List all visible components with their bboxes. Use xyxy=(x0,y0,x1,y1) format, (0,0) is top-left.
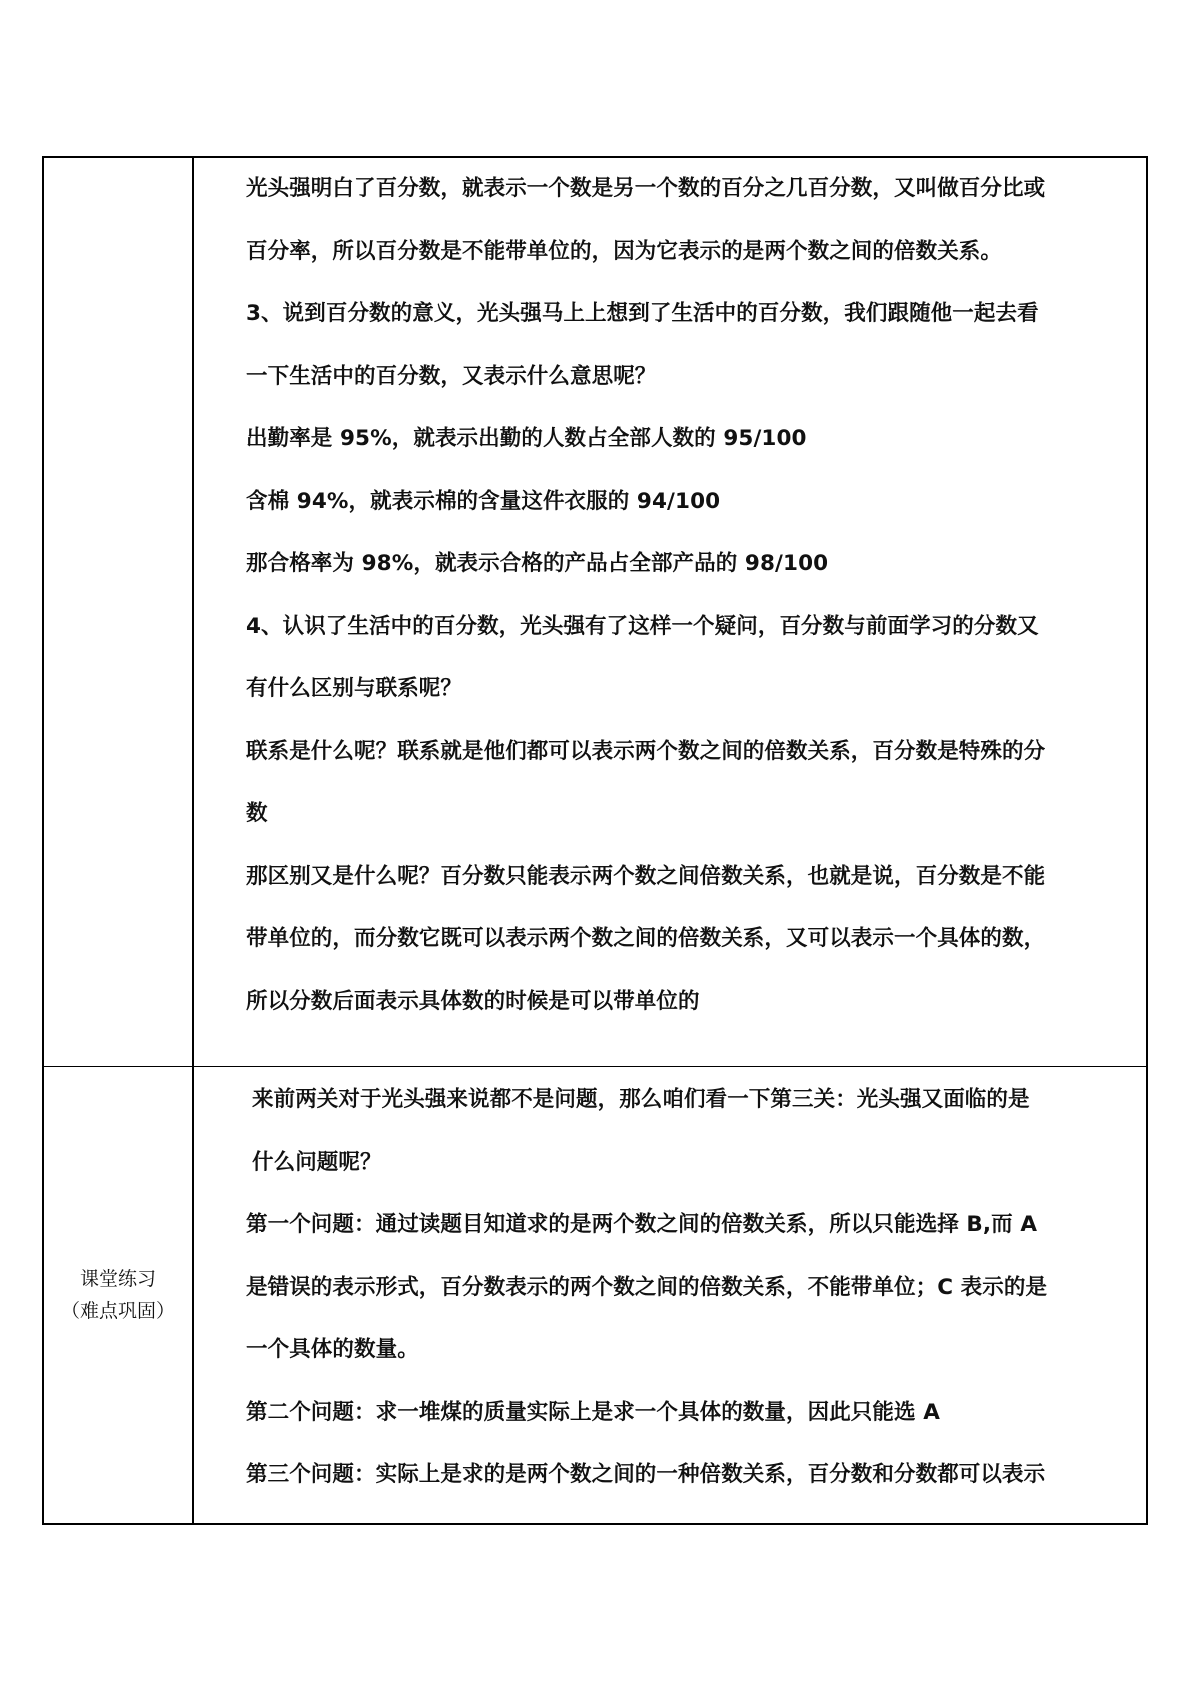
lesson-plan-table xyxy=(42,156,1148,1525)
content-line: 4、认识了生活中的百分数，光头强有了这样一个疑问，百分数与前面学习的分数又 xyxy=(246,613,1039,639)
content-line: 数 xyxy=(246,801,268,826)
content-line: 第三个问题：实际上是求的是两个数之间的一种倍数关系，百分数和分数都可以表示 xyxy=(246,1462,1046,1487)
content-line: 带单位的，而分数它既可以表示两个数之间的倍数关系，又可以表示一个具体的数， xyxy=(246,926,1046,951)
table-row xyxy=(44,1066,1146,1523)
table-row xyxy=(44,158,1146,1066)
content-line: 联系是什么呢？联系就是他们都可以表示两个数之间的倍数关系，百分数是特殊的分 xyxy=(246,738,1046,764)
content-line: 有什么区别与联系呢？ xyxy=(246,676,463,701)
content-line: 一个具体的数量。 xyxy=(246,1337,419,1362)
row-label-cell xyxy=(44,1067,194,1523)
content-line: 是错误的表示形式，百分数表示的两个数之间的倍数关系，不能带单位；C 表示的是 xyxy=(246,1274,1048,1300)
content-line: 什么问题呢？ xyxy=(252,1149,382,1175)
content-line: 那区别又是什么呢？百分数只能表示两个数之间倍数关系，也就是说，百分数是不能 xyxy=(246,863,1046,889)
content-line: 来前两关对于光头强来说都不是问题，那么咱们看一下第三关：光头强又面临的是 xyxy=(252,1087,1030,1112)
row-label-line: 课堂练习 xyxy=(79,1268,156,1290)
content-line: 光头强明白了百分数，就表示一个数是另一个数的百分之几百分数，又叫做百分比或 xyxy=(246,176,1046,201)
content-line: 第一个问题：通过读题目知道求的是两个数之间的倍数关系，所以只能选择 B,而 A xyxy=(246,1212,1038,1237)
content-line: 所以分数后面表示具体数的时候是可以带单位的 xyxy=(246,988,700,1014)
content-line: 那合格率为 98%，就表示合格的产品占全部产品的 98/100 xyxy=(246,551,829,576)
row-content-cell xyxy=(194,1067,1146,1523)
row-label-line: （难点巩固） xyxy=(60,1300,175,1322)
content-line: 3、说到百分数的意义，光头强马上上想到了生活中的百分数，我们跟随他一起去看 xyxy=(246,301,1039,326)
content-line: 含棉 94%，就表示棉的含量这件衣服的 94/100 xyxy=(246,488,721,514)
content-line: 百分率，所以百分数是不能带单位的，因为它表示的是两个数之间的倍数关系。 xyxy=(246,238,1003,264)
content-line: 第二个问题：求一堆煤的质量实际上是求一个具体的数量，因此只能选 A xyxy=(246,1399,940,1425)
row-label xyxy=(61,1263,175,1327)
row-content-cell xyxy=(194,158,1146,1066)
row-label-cell xyxy=(44,158,194,1066)
content-line: 一下生活中的百分数，又表示什么意思呢？ xyxy=(246,363,657,389)
content-line: 出勤率是 95%，就表示出勤的人数占全部人数的 95/100 xyxy=(246,426,807,451)
